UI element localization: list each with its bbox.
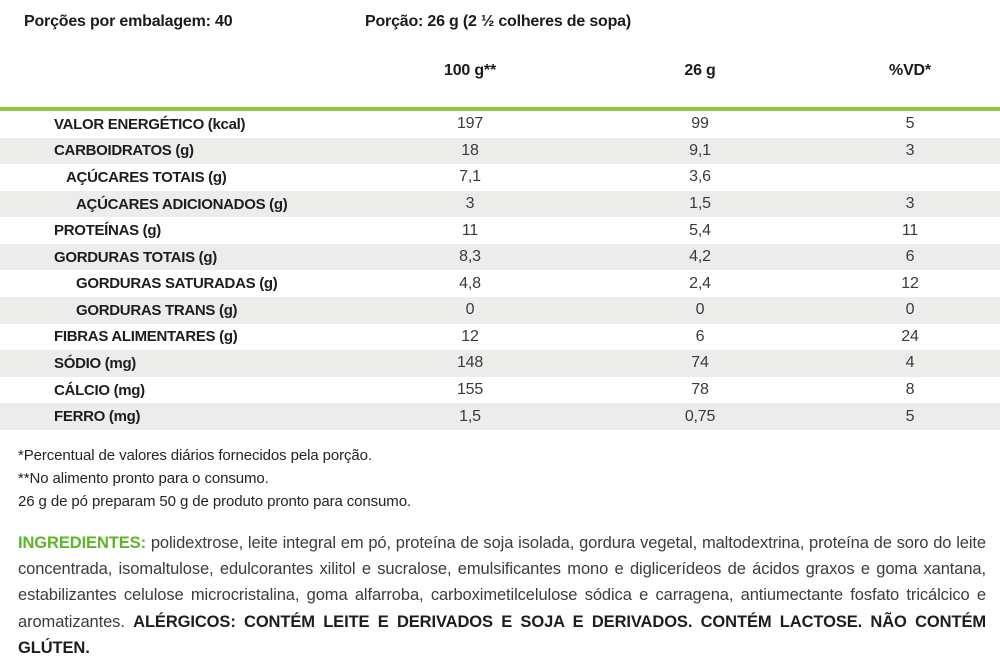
value-per-100g: 148	[456, 354, 484, 372]
ingredients-body-text: polidextrose, leite integral em pó, proteína de soja isolada, gordura vegetal, maltodextrina, proteína de soro do leite concentrada, isomaltulose, edulcorantes xilitol e sucralose, emulsificantes mono e diglicerídeos de ácidos graxos e goma xantana, estabilizantes celulose microcristalina, goma alfarroba, carboximetilcelulose sódica e carragena, antiumectante fosfato tricálcico e aromatizantes.	[18, 534, 986, 631]
value-per-26g: 9,1	[689, 141, 711, 159]
value-per-26g: 3,6	[689, 168, 711, 186]
value-per-100g: 12	[461, 327, 479, 345]
value-per-26g: 74	[691, 354, 709, 372]
footnotes-block	[18, 444, 411, 513]
footnote-preparation: 26 g de pó preparam 50 g de produto pronto para consumo.	[18, 493, 412, 510]
nutrient-label: GORDURAS TRANS (g)	[76, 301, 238, 319]
nutrient-label: FIBRAS ALIMENTARES (g)	[54, 328, 238, 346]
value-per-26g: 78	[691, 381, 709, 399]
table-row	[0, 350, 1000, 377]
value-per-100g: 4,8	[459, 274, 481, 292]
value-per-100g: 8,3	[459, 248, 481, 266]
value-per-100g: 11	[461, 221, 479, 239]
column-header-vd: %VD*	[889, 62, 931, 79]
nutrition-table	[0, 111, 1000, 430]
value-per-26g: 0	[695, 301, 705, 319]
table-row	[0, 244, 1000, 271]
value-per-26g: 2,4	[689, 274, 711, 292]
value-per-26g: 5,4	[689, 221, 711, 239]
value-percent-vd: 6	[905, 248, 915, 266]
value-per-26g: 6	[695, 327, 705, 345]
footnote-percent-vd: *Percentual de valores diários fornecidos pela porção.	[18, 447, 372, 464]
table-row	[0, 270, 1000, 297]
nutrient-label: CARBOIDRATOS (g)	[54, 142, 194, 160]
value-per-26g: 4,2	[689, 248, 711, 266]
table-row	[0, 217, 1000, 244]
table-row	[0, 324, 1000, 351]
value-per-100g: 0	[465, 301, 475, 319]
nutrient-label: VALOR ENERGÉTICO (kcal)	[54, 115, 246, 133]
table-row	[0, 403, 1000, 430]
nutrient-label: GORDURAS TOTAIS (g)	[54, 248, 217, 266]
value-percent-vd: 3	[905, 141, 915, 159]
portion-size-label: Porção: 26 g (2 ½ colheres de sopa)	[365, 13, 631, 30]
nutrient-label: GORDURAS SATURADAS (g)	[76, 275, 278, 293]
table-row	[0, 111, 1000, 138]
nutrient-label: AÇÚCARES TOTAIS (g)	[66, 168, 227, 186]
servings-per-package-label: Porções por embalagem: 40	[24, 13, 233, 30]
ingredients-heading: INGREDIENTES:	[18, 534, 146, 552]
value-per-26g: 1,5	[689, 195, 711, 213]
value-percent-vd: 3	[905, 195, 915, 213]
table-row	[0, 297, 1000, 324]
value-percent-vd: 0	[905, 301, 915, 319]
allergens-statement: ALÉRGICOS: CONTÉM LEITE E DERIVADOS E SOJA E DERIVADOS. CONTÉM LACTOSE. NÃO CONTÉM GLÚTEN.	[18, 612, 986, 657]
nutrient-label: PROTEÍNAS (g)	[54, 222, 161, 240]
column-header-26g: 26 g	[684, 62, 716, 79]
value-percent-vd: 11	[901, 221, 919, 239]
ingredients-paragraph	[18, 530, 986, 658]
value-per-100g: 1,5	[459, 407, 481, 425]
value-percent-vd: 5	[905, 407, 915, 425]
footnote-prepared-food: **No alimento pronto para o consumo.	[18, 470, 269, 487]
value-per-100g: 7,1	[459, 168, 481, 186]
table-row	[0, 164, 1000, 191]
nutrient-label: CÁLCIO (mg)	[54, 381, 145, 399]
nutrient-label: SÓDIO (mg)	[54, 354, 136, 372]
value-percent-vd: 5	[905, 115, 915, 133]
nutrient-label: FERRO (mg)	[54, 408, 141, 426]
table-row	[0, 138, 1000, 165]
value-percent-vd: 12	[901, 274, 919, 292]
column-header-100g: 100 g**	[444, 62, 496, 79]
table-row	[0, 191, 1000, 218]
value-per-100g: 155	[456, 381, 484, 399]
value-percent-vd: 24	[901, 327, 919, 345]
value-per-100g: 197	[456, 115, 484, 133]
value-percent-vd: 4	[905, 354, 915, 372]
value-per-100g: 3	[465, 195, 475, 213]
nutrient-label: AÇÚCARES ADICIONADOS (g)	[76, 195, 288, 213]
value-per-100g: 18	[461, 141, 479, 159]
value-percent-vd: 8	[905, 381, 915, 399]
value-per-26g: 0,75	[684, 407, 716, 425]
value-per-26g: 99	[691, 115, 709, 133]
table-row	[0, 377, 1000, 404]
